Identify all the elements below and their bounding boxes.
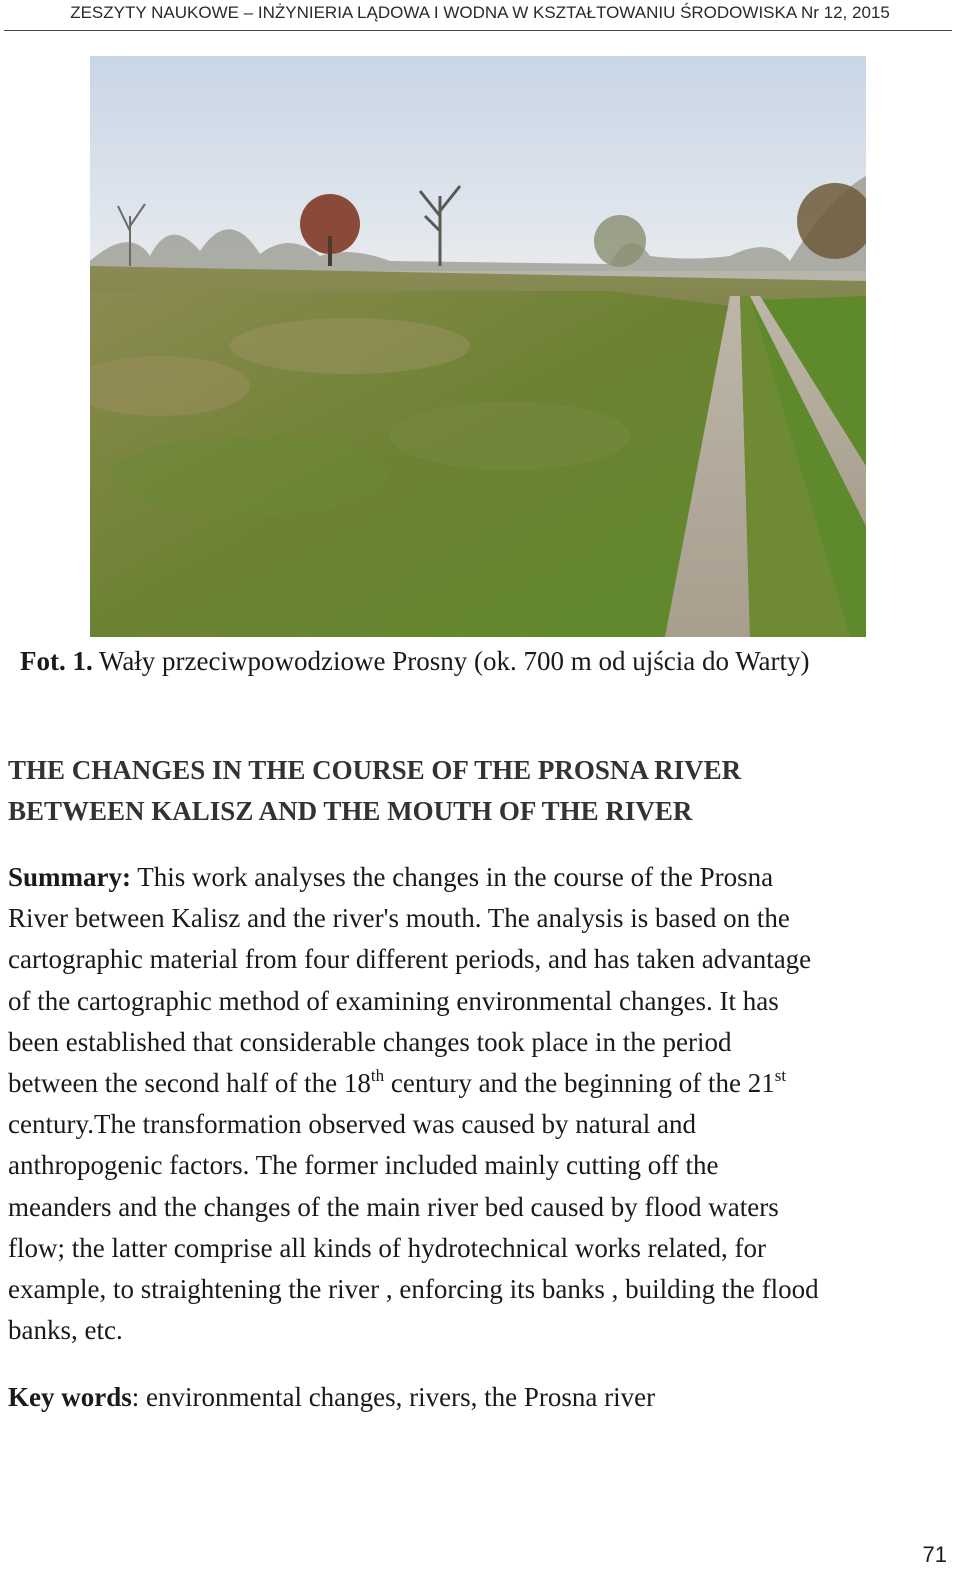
keywords-label: Key words xyxy=(8,1382,132,1412)
summary-line: banks, etc. xyxy=(8,1315,123,1346)
figure-label: Fot. 1. xyxy=(20,646,93,676)
sky xyxy=(90,56,866,271)
summary-label: Summary: xyxy=(8,862,131,892)
summary-line: flow; the latter comprise all kinds of hydrotechnical works related, for xyxy=(8,1232,767,1263)
summary-line: of the cartographic method of examining environmental changes. It has xyxy=(8,985,779,1016)
keywords xyxy=(8,1378,952,1416)
photo-illustration xyxy=(90,56,866,637)
summary-line: century and the beginning of the 21 xyxy=(384,1067,775,1098)
page-number: 71 xyxy=(922,1542,947,1567)
summary-line: cartographic material from four different periods, and has taken advantage xyxy=(8,944,812,975)
header-rule xyxy=(4,30,952,31)
figure-caption-text: Wały przeciwpowodziowe Prosny (ok. 700 m od ujścia do Warty) xyxy=(92,646,810,676)
article-title xyxy=(8,750,948,832)
superscript-st: st xyxy=(774,1065,787,1085)
summary-line: meanders and the changes of the main river bed caused by flood waters xyxy=(8,1191,779,1222)
summary-line: between the second half of the 18 xyxy=(8,1067,371,1098)
summary-line: century.The transformation observed was caused by natural and xyxy=(8,1109,696,1140)
summary-line: been established that considerable changes took place in the period xyxy=(8,1026,732,1057)
keywords-text: : environmental changes, rivers, the Prosna river xyxy=(131,1382,656,1412)
summary-line: example, to straightening the river , enforcing its banks , building the flood xyxy=(8,1273,819,1304)
summary-paragraph xyxy=(8,857,952,1351)
running-header: ZESZYTY NAUKOWE – INŻYNIERIA LĄDOWA I WODNA W KSZTAŁTOWANIU ŚRODOWISKA Nr 12, 2015 xyxy=(70,3,890,22)
summary-line: River between Kalisz and the river's mouth. The analysis is based on the xyxy=(8,903,790,934)
superscript-th: th xyxy=(370,1065,385,1085)
summary-line: anthropogenic factors. The former included mainly cutting off the xyxy=(8,1150,719,1181)
figure-caption xyxy=(20,642,950,680)
title-line-1: THE CHANGES IN THE COURSE OF THE PROSNA RIVER xyxy=(8,755,742,785)
title-line-2: BETWEEN KALISZ AND THE MOUTH OF THE RIVER xyxy=(8,796,693,826)
photo-flood-embankment xyxy=(90,56,866,637)
summary-line: This work analyses the changes in the course of the Prosna xyxy=(131,862,774,892)
